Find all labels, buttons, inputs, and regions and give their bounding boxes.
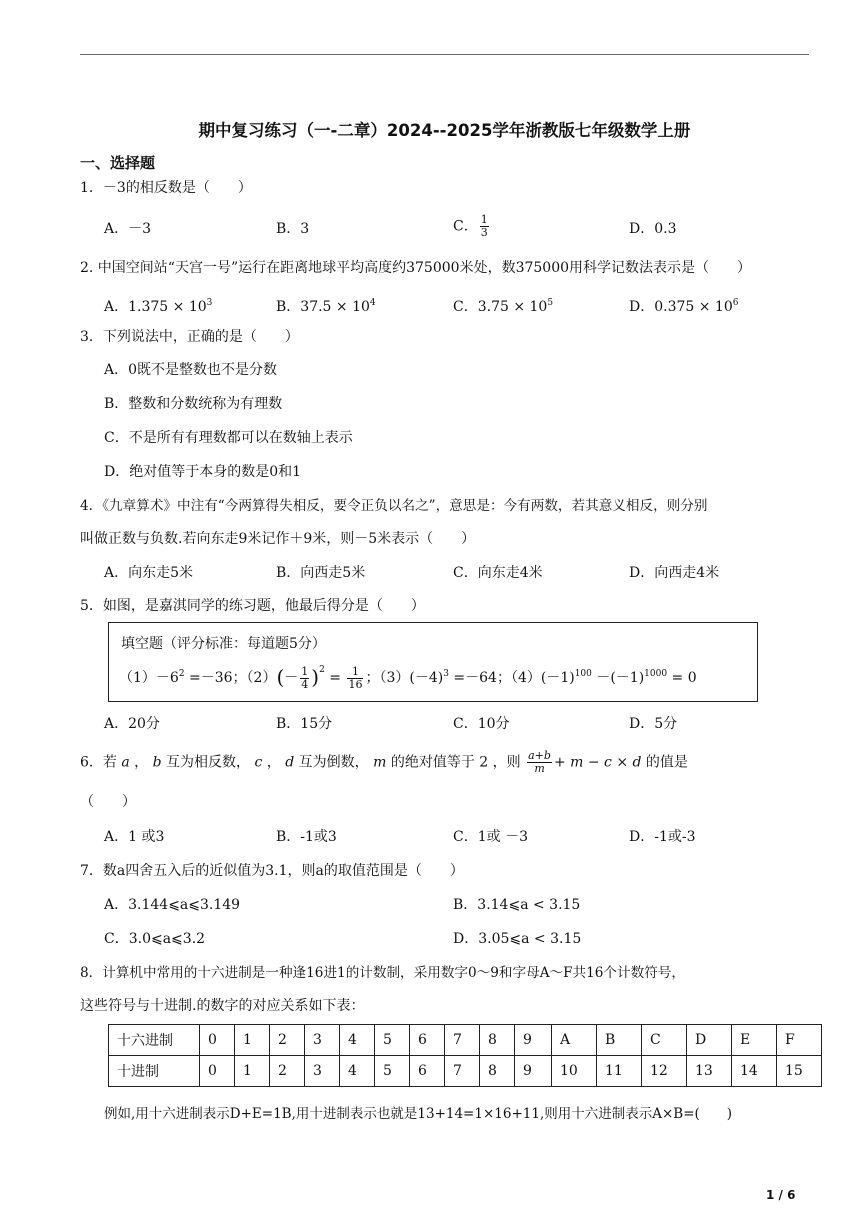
- question-3-stem: 3．下列说法中，正确的是（ ）: [80, 329, 299, 345]
- table-cell: 12: [642, 1056, 687, 1087]
- table-cell: 4: [340, 1056, 375, 1087]
- q4-option-b: B．向西走5米: [276, 565, 366, 581]
- table-row: [109, 1025, 822, 1056]
- q6-option-b: B．-1或3: [276, 829, 337, 845]
- fraction-denominator: m: [534, 762, 545, 775]
- fraction-denominator: 4: [301, 677, 309, 691]
- q7-option-c: C．3.0⩽a⩽3.2: [104, 931, 206, 947]
- q3-option-a: A．0既不是整数也不是分数: [104, 362, 278, 378]
- q5-option-c: C．10分: [453, 716, 510, 732]
- question-8-stem-line1: 8．计算机中常用的十六进制是一种逢16进1的计数制，采用数字0～9和字母A～F共16个计数符号，: [80, 965, 685, 981]
- question-8-example: 例如,用十六进制表示D+E=1B,用十进制表示也就是13+14=1×16+11,则用十六进制表示A×B=( ): [104, 1106, 733, 1122]
- fraction-numerator: 1: [347, 666, 363, 679]
- page-number: 1 / 6: [766, 1188, 796, 1202]
- q6-option-c: C．1或 －3: [453, 829, 528, 845]
- table-cell: F: [777, 1025, 822, 1056]
- q5-problem-3: ；（3）(－4): [365, 670, 444, 686]
- q2-option-a: [104, 293, 212, 317]
- q2-b-exponent: 4: [369, 298, 376, 308]
- q1-option-c-label: C．: [453, 218, 478, 235]
- fraction-numerator: 1: [301, 664, 309, 678]
- hex-decimal-table: [108, 1024, 822, 1087]
- table-cell: 15: [777, 1056, 822, 1087]
- q3-option-d: D．绝对值等于本身的数是0和1: [104, 464, 302, 480]
- table-cell: 1: [235, 1056, 270, 1087]
- q6-var-c: c: [254, 754, 263, 771]
- q3-option-c: C．不是所有有理数都可以在数轴上表示: [104, 430, 353, 446]
- q2-a-base: A．1.375 × 10: [104, 299, 207, 315]
- q5-p2-close-paren: ): [311, 665, 320, 689]
- table-cell: 10: [552, 1056, 597, 1087]
- q2-option-b: [276, 293, 376, 317]
- q3-option-b: B．整数和分数统称为有理数: [104, 396, 283, 412]
- table-cell: 14: [732, 1056, 777, 1087]
- q5-option-a: A．20分: [104, 716, 160, 732]
- q6-option-a: A．1 或3: [104, 829, 165, 845]
- q5-p2-exponent: 2: [319, 665, 325, 675]
- table-cell: 9: [515, 1025, 552, 1056]
- table-cell: 3: [305, 1025, 340, 1056]
- q6-var-a: a: [121, 754, 130, 771]
- table-cell: 6: [410, 1056, 445, 1087]
- table-cell: D: [687, 1025, 732, 1056]
- q4-option-c: C．向东走4米: [453, 565, 543, 581]
- table-cell: 4: [340, 1025, 375, 1056]
- table-cell: E: [732, 1025, 777, 1056]
- q5-p4-middle: －(－1): [591, 670, 645, 686]
- q5-p4-exponent-1: 100: [574, 669, 592, 679]
- q6-option-d: D．-1或-3: [629, 829, 696, 845]
- q2-d-base: D．0.375 × 10: [629, 299, 733, 315]
- q6-text: ，: [262, 754, 286, 771]
- q5-exercise-box: [108, 622, 758, 702]
- question-6-stem-line2: （ ）: [80, 794, 136, 810]
- fraction: [527, 750, 552, 775]
- q1-option-d: D．0.3: [629, 221, 677, 237]
- q6-text: 的绝对值等于 2 ，则: [386, 754, 526, 771]
- q7-option-b: B．3.14⩽a < 3.15: [453, 897, 581, 913]
- q5-problem-1-result: =－36；（2）: [184, 670, 277, 686]
- document-title: 期中复习练习（一-二章）2024--2025学年浙教版七年级数学上册: [198, 121, 691, 140]
- fraction-denominator: 3: [480, 226, 488, 239]
- table-cell: 0: [200, 1025, 235, 1056]
- fraction-numerator: a+b: [528, 749, 551, 762]
- q4-option-d: D．向西走4米: [629, 565, 720, 581]
- question-4-stem-line2: 叫做正数与负数.若向东走9米记作＋9米，则－5米表示（ ）: [80, 531, 476, 547]
- q6-expression: + m − c × d: [553, 754, 642, 771]
- table-row-label: 十六进制: [109, 1025, 200, 1056]
- q2-c-exponent: 5: [547, 298, 554, 308]
- q2-option-c: [453, 293, 553, 317]
- q5-p3-exponent: 3: [443, 669, 449, 679]
- q5-option-d: D．5分: [629, 716, 678, 732]
- q6-var-b: b: [152, 754, 162, 771]
- question-4-stem-line1: 4．《九章算术》中注有“今两算得失相反，要令正负以名之”，意思是：今有两数，若其意义相反，则分别: [80, 498, 708, 514]
- q5-p2-equals: =: [324, 670, 346, 686]
- fraction-denominator: 16: [348, 677, 363, 691]
- table-cell: 3: [305, 1056, 340, 1087]
- q5-p4-exponent-2: 1000: [644, 669, 668, 679]
- question-1-stem: 1．－3的相反数是（ ）: [80, 180, 252, 196]
- q6-var-d: d: [285, 754, 295, 771]
- q2-b-base: B．37.5 × 10: [276, 299, 370, 315]
- q7-option-d: D．3.05⩽a < 3.15: [453, 931, 582, 947]
- table-cell: 11: [597, 1056, 642, 1087]
- q5-p4-result: = 0: [667, 670, 697, 686]
- table-cell: B: [597, 1025, 642, 1056]
- question-8-stem-line2: 这些符号与十进制.的数字的对应关系如下表：: [80, 998, 365, 1014]
- table-cell: 1: [235, 1025, 270, 1056]
- table-cell: 5: [375, 1056, 410, 1087]
- q5-box-problems: [119, 665, 697, 691]
- q1-option-a: A．－3: [104, 221, 152, 237]
- table-row-label: 十进制: [109, 1056, 200, 1087]
- q6-text: ，: [129, 754, 153, 771]
- table-cell: A: [552, 1025, 597, 1056]
- table-cell: 13: [687, 1056, 732, 1087]
- table-cell: C: [642, 1025, 687, 1056]
- table-cell: 7: [445, 1056, 480, 1087]
- q2-option-d: [629, 293, 738, 317]
- table-cell: 6: [410, 1025, 445, 1056]
- question-6-stem: [80, 750, 688, 775]
- question-2-stem: 2. 中国空间站“天宫一号”运行在距离地球平均高度约375000米处，数375000用科学记数法表示是（ ）: [80, 260, 752, 276]
- q5-problem-1: （1）－6: [119, 670, 179, 686]
- q5-option-b: B．15分: [276, 716, 333, 732]
- question-5-stem: 5．如图，是嘉淇同学的练习题，他最后得分是（ ）: [80, 598, 425, 614]
- q6-text: 互为相反数，: [161, 754, 255, 771]
- table-cell: 0: [200, 1056, 235, 1087]
- q7-option-a: A．3.144⩽a⩽3.149: [104, 897, 241, 913]
- table-cell: 5: [375, 1025, 410, 1056]
- q2-a-exponent: 3: [206, 298, 213, 308]
- q1-option-b: B．3: [276, 221, 310, 237]
- question-7-stem: 7．数a四舍五入后的近似值为3.1，则a的取值范围是（ ）: [80, 863, 464, 879]
- table-row: [109, 1056, 822, 1087]
- q6-text: 互为倒数，: [294, 754, 374, 771]
- fraction: [347, 666, 363, 691]
- q1-option-c: [453, 214, 491, 239]
- q6-text: 6．若: [80, 754, 122, 771]
- q6-text: 的值是: [641, 754, 688, 771]
- fraction: [300, 666, 309, 691]
- header-rule: [80, 54, 809, 55]
- table-cell: 7: [445, 1025, 480, 1056]
- table-cell: 8: [480, 1025, 515, 1056]
- q5-p2-open-paren: (: [276, 665, 285, 689]
- section-heading: 一、选择题: [80, 154, 156, 172]
- q5-box-title: 填空题（评分标准：每道题5分）: [121, 636, 326, 652]
- table-cell: 8: [480, 1056, 515, 1087]
- q5-p1-exponent: 2: [178, 669, 185, 679]
- q6-var-m: m: [373, 754, 387, 771]
- table-cell: 2: [270, 1025, 305, 1056]
- table-cell: 2: [270, 1056, 305, 1087]
- q2-c-base: C．3.75 × 10: [453, 299, 548, 315]
- table-cell: 9: [515, 1056, 552, 1087]
- q5-p2-sign: －: [284, 670, 299, 686]
- q4-option-a: A．向东走5米: [104, 565, 194, 581]
- q5-problem-4: =－64；（4）(－1): [448, 670, 575, 686]
- q2-d-exponent: 6: [732, 298, 739, 308]
- fraction: [480, 214, 489, 239]
- fraction-numerator: 1: [480, 213, 488, 226]
